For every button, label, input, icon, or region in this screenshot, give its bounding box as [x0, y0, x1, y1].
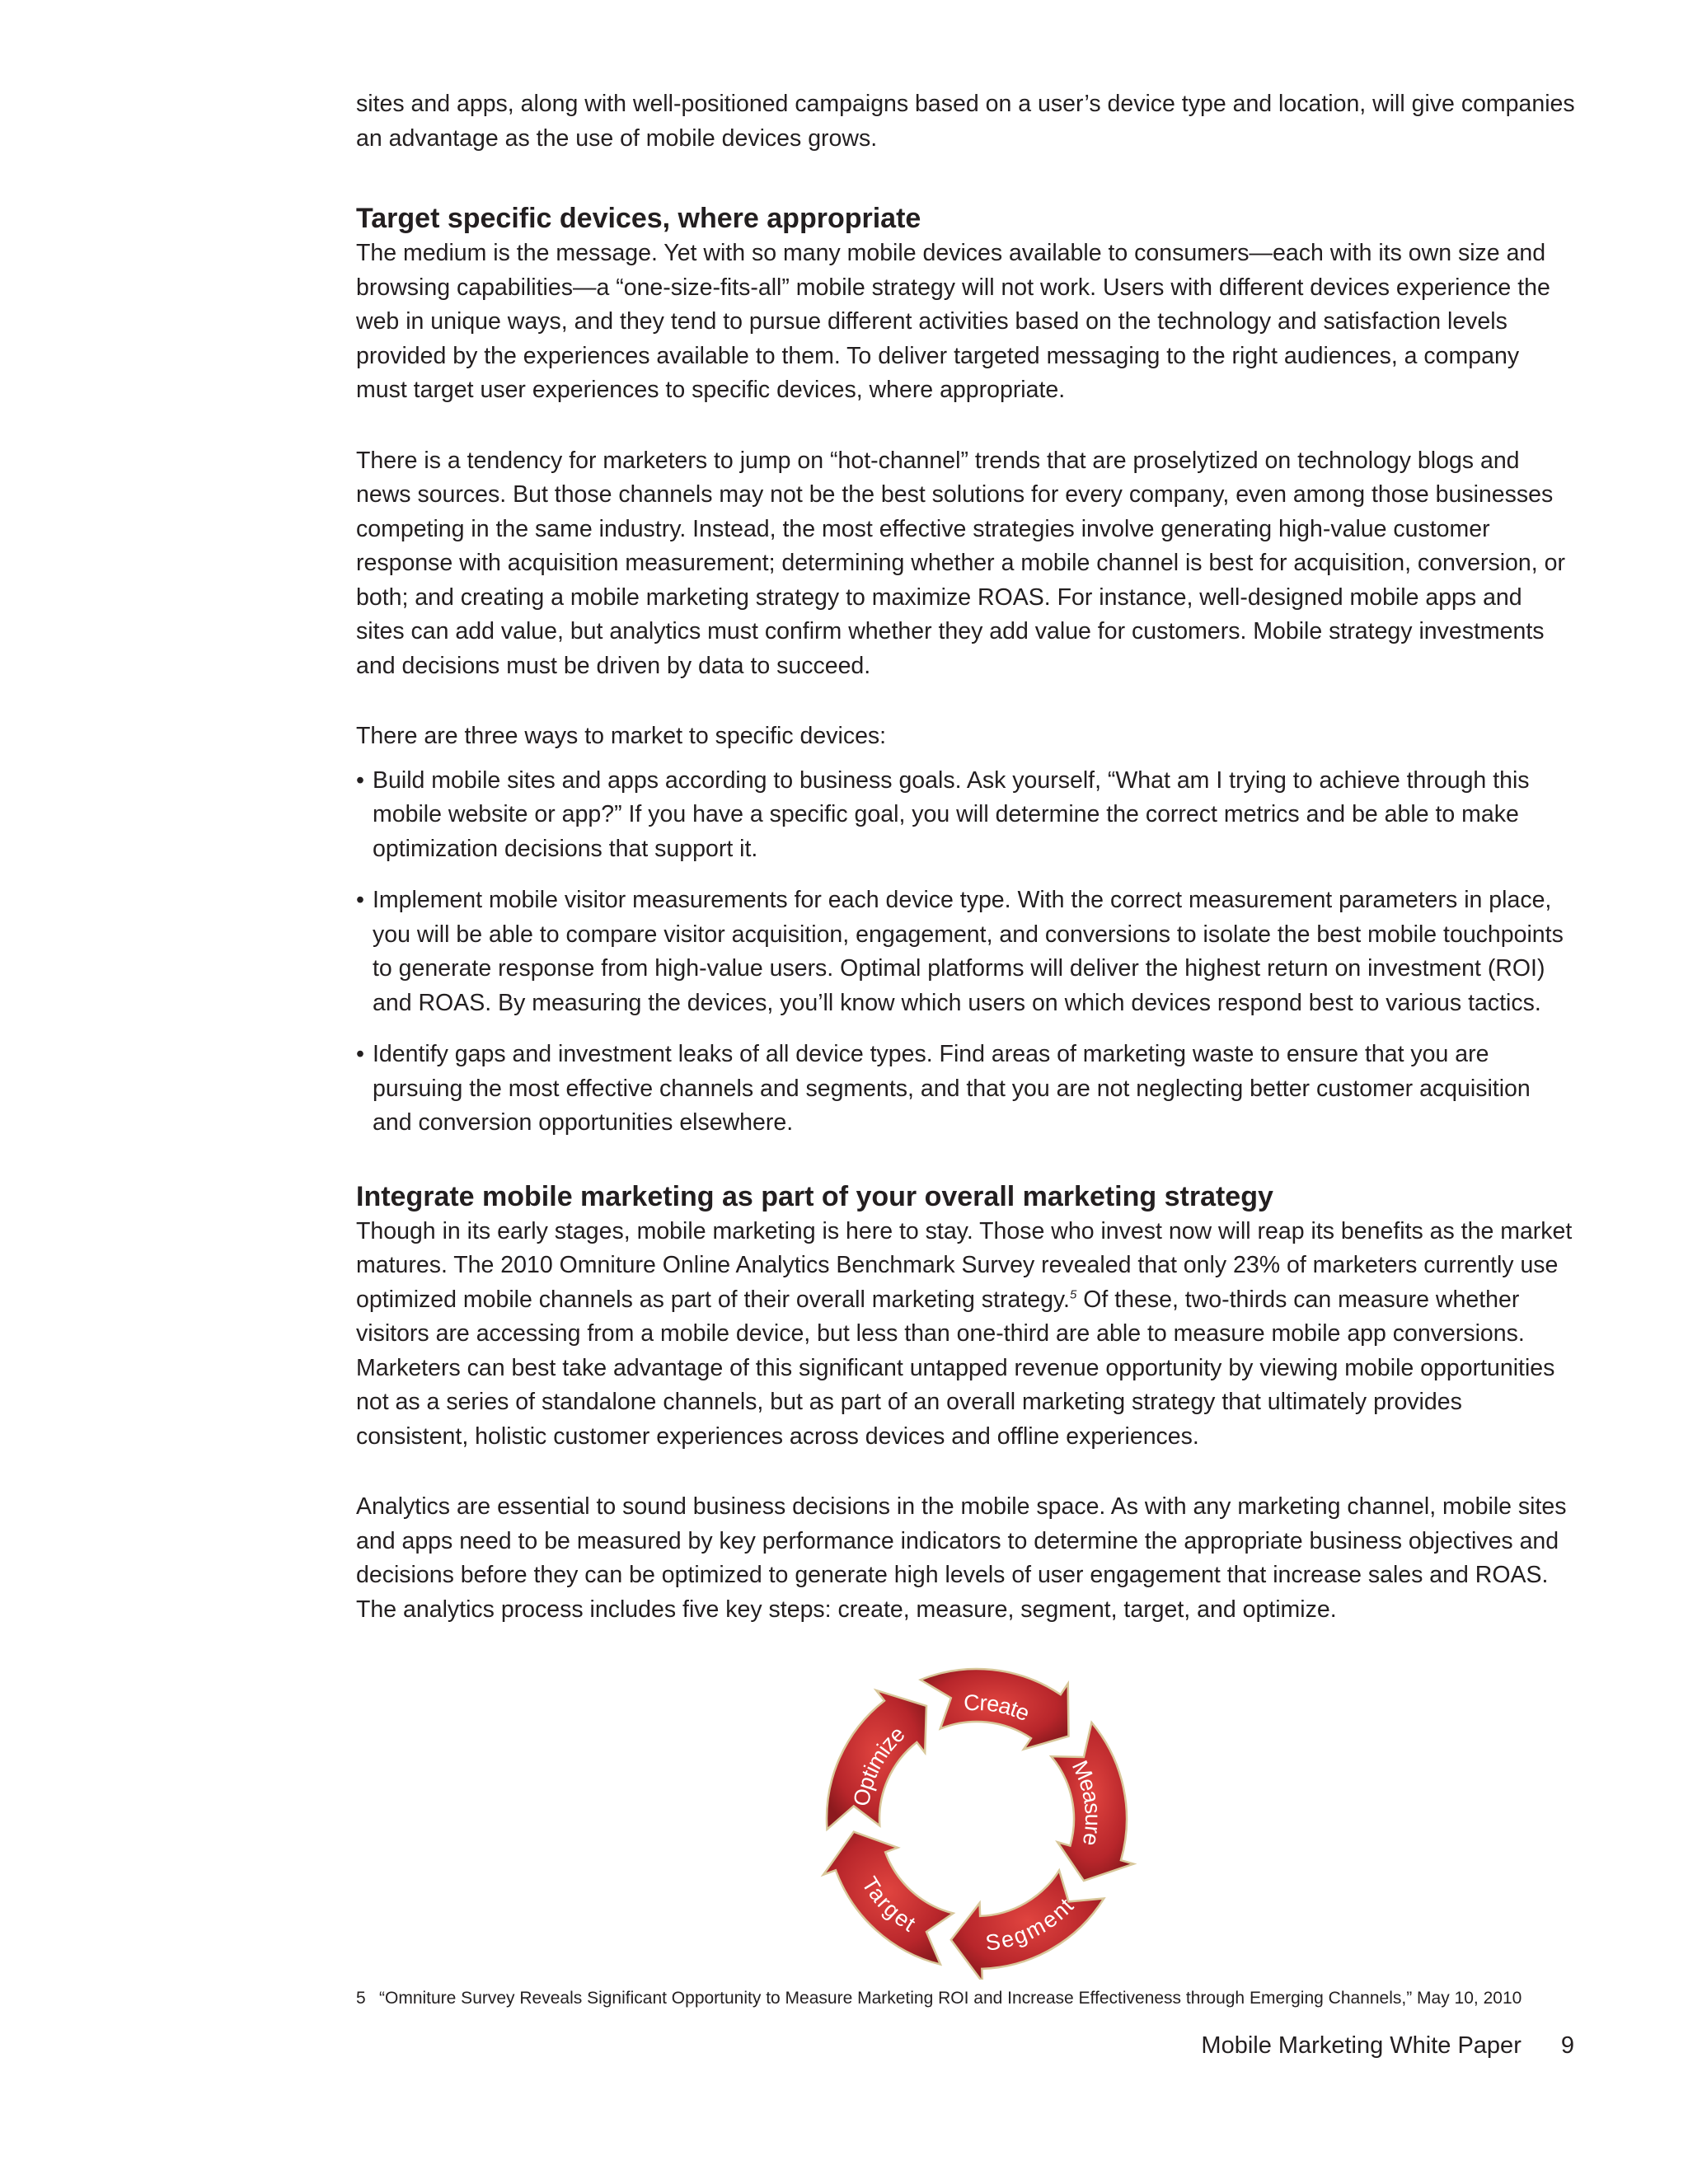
list-item-text: Identify gaps and investment leaks of all device types. Find areas of marketing waste to ensure that you are pursuing the most effective channels and segments, and that you are not neglecting better customer acquisition and conversion opportunities elsewhere. [373, 1041, 1531, 1136]
bullet-glyph: • [356, 887, 364, 913]
cycle-label-segment: Segment [983, 1893, 1079, 1956]
footnote-number: 5 [356, 1989, 366, 2008]
list-item-text: Implement mobile visitor measurements for each device type. With the correct measurement parameters in place, you will be able to compare visitor acquisition, engagement, and conversions to isolate the best mobile touchpoints to generate response from high-value users. Optimal platforms will deliver the highest return on investment (ROI) and ROAS. By measuring the devices, you’ll know which users on which devices respond best to various tactics. [373, 887, 1564, 1016]
paragraph: Analytics are essential to sound business decisions in the mobile space. As with any marketing channel, mobile sites and apps need to be measured by key performance indicators to determine the appropriate business objectives and decisions before they can be optimized to generate high levels of user engagement that increase sales and ROAS. The analytics process includes five key steps: create, measure, segment, target, and optimize. [356, 1493, 1567, 1623]
analytics-cycle-diagram [816, 1658, 1137, 1980]
section-heading-target-devices: Target specific devices, where appropriate [356, 203, 921, 234]
paragraph [356, 1215, 1576, 1455]
list-item [356, 1038, 1576, 1141]
intro-paragraph: sites and apps, along with well-positioned campaigns based on a user’s device type and location, will give companies an advantage as the use of mobile devices grows. [356, 91, 1575, 152]
paragraph: The medium is the message. Yet with so many mobile devices available to consumers—each with its own size and browsing capabilities—a “one-size-fits-all” mobile strategy will not work. Users with different devices experience the web in unique ways, and they tend to pursue different activities based on the technology and satisfaction levels provided by the experiences available to them. To deliver targeted messaging to the right audiences, a company must target user experiences to specific devices, where appropriate. [356, 240, 1550, 403]
list-item-text: Build mobile sites and apps according to business goals. Ask yourself, “What am I trying to achieve through this mobile website or app?” If you have a specific goal, you will determine the correct metrics and be able to make optimization decisions that support it. [373, 766, 1530, 862]
section-heading-integrate-mobile: Integrate mobile marketing as part of your overall marketing strategy [356, 1180, 1273, 1212]
paragraph: There are three ways to market to specific devices: [356, 723, 887, 749]
bullet-list [356, 764, 1576, 1141]
cycle-label-measure: Measure [1067, 1756, 1106, 1849]
list-item [356, 764, 1576, 867]
cycle-label-create: Create [963, 1690, 1034, 1727]
paragraph: There is a tendency for marketers to jump on “hot-channel” trends that are proselytized on technology blogs and news sources. But those channels may not be the best solutions for every company, even among those businesses competing in the same industry. Instead, the most effective strategies involve generating high-value customer response with acquisition measurement; determining whether a mobile channel is best for acquisition, conversion, or both; and creating a mobile marketing strategy to maximize ROAS. For instance, well-designed mobile apps and sites can add value, but analytics must confirm whether they add value for customers. Mobile strategy investments and decisions must be driven by data to succeed. [356, 447, 1565, 679]
footnote-reference: 5 [1069, 1287, 1077, 1301]
footnote-text: “Omniture Survey Reveals Significant Opportunity to Measure Marketing ROI and Increase Effectiveness through Emerging Channels,” May 10, 2010 [379, 1989, 1522, 2008]
bullet-glyph: • [356, 1041, 364, 1067]
document-title: Mobile Marketing White Paper [1201, 2032, 1522, 2059]
cycle-label-optimize: Optimize [848, 1721, 910, 1808]
page-number: 9 [1560, 2032, 1574, 2059]
paragraph-text: Of these, two-thirds can measure whether visitors are accessing from a mobile device, but less than one-third are able to measure mobile app conversions. Marketers can best take advantage of this significant untapped revenue opportunity by viewing mobile opportunities not as a series of standalone channels, but as part of an overall marketing strategy that ultimately provides consistent, holistic customer experiences across devices and offline experiences. [356, 1286, 1555, 1450]
page-body [356, 87, 1576, 1627]
cycle-label-target: Target [856, 1872, 920, 1937]
footnote [356, 1986, 1576, 2011]
page-footer [1201, 2029, 1574, 2062]
analytics-cycle-svg [816, 1658, 1137, 1980]
bullet-glyph: • [356, 766, 364, 794]
list-item [356, 883, 1576, 1020]
paragraph-text: Though in its early stages, mobile marketing is here to stay. Those who invest now will reap its benefits as the market matures. The 2010 Omniture Online Analytics Benchmark Survey revealed that only 23% of marketers currently use optimized mobile channels as part of their overall marketing strategy. [356, 1217, 1573, 1313]
